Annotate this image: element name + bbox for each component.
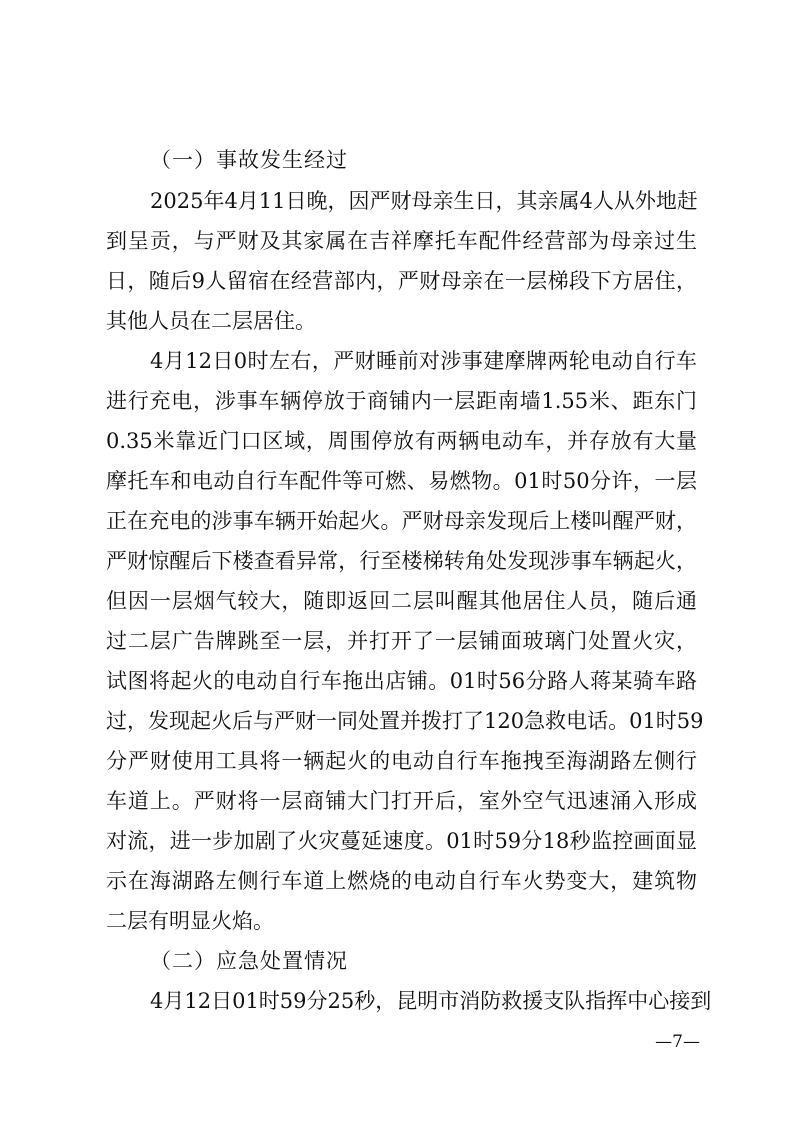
paragraph-line: 车道上。严财将一层商铺大门打开后，室外空气迅速涌入形成 [106,789,697,813]
page-number: —7— [655,1032,700,1052]
paragraph-line: 严财惊醒后下楼查看异常，行至楼梯转角处发现涉事车辆起火， [106,549,697,573]
paragraph-line: 过，发现起火后与严财一同处置并拨打了120急救电话。01时59 [106,709,704,733]
paragraph-line: 试图将起火的电动自行车拖出店铺。01时56分路人蒋某骑车路 [106,669,697,693]
paragraph-line: 4月12日01时59分25秒，昆明市消防救援支队指挥中心接到 [150,989,712,1013]
paragraph-line: 过二层广告牌跳至一层，并打开了一层铺面玻璃门处置火灾， [106,629,697,653]
paragraph-line: 2025年4月11日晚，因严财母亲生日，其亲属4人从外地赶 [150,189,698,213]
paragraph-line: 日，随后9人留宿在经营部内，严财母亲在一层梯段下方居住， [106,269,697,293]
section-heading-accident-process: （一）事故发生经过 [150,148,348,172]
paragraph-line: 摩托车和电动自行车配件等可燃、易燃物。01时50分许，一层 [106,469,697,493]
paragraph-line: 其他人员在二层居住。 [106,309,316,333]
section-heading-emergency-response: （二）应急处置情况 [150,949,348,973]
paragraph-line: 4月12日0时左右，严财睡前对涉事建摩牌两轮电动自行车 [150,349,697,373]
paragraph-line: 进行充电，涉事车辆停放于商铺内一层距南墙1.55米、距东门 [106,389,697,413]
paragraph-line: 示在海湖路左侧行车道上燃烧的电动自行车火势变大，建筑物 [106,869,697,893]
paragraph-line: 正在充电的涉事车辆开始起火。严财母亲发现后上楼叫醒严财， [106,509,697,533]
paragraph-line: 二层有明显火焰。 [106,909,274,933]
paragraph-line: 但因一层烟气较大，随即返回二层叫醒其他居住人员，随后通 [106,589,697,613]
paragraph-line: 分严财使用工具将一辆起火的电动自行车拖拽至海湖路左侧行 [106,749,697,773]
paragraph-line: 对流，进一步加剧了火灾蔓延速度。01时59分18秒监控画面显 [106,829,697,853]
paragraph-line: 0.35米靠近门口区域，周围停放有两辆电动车，并存放有大量 [106,429,697,453]
paragraph-line: 到呈贡，与严财及其家属在吉祥摩托车配件经营部为母亲过生 [106,229,697,253]
